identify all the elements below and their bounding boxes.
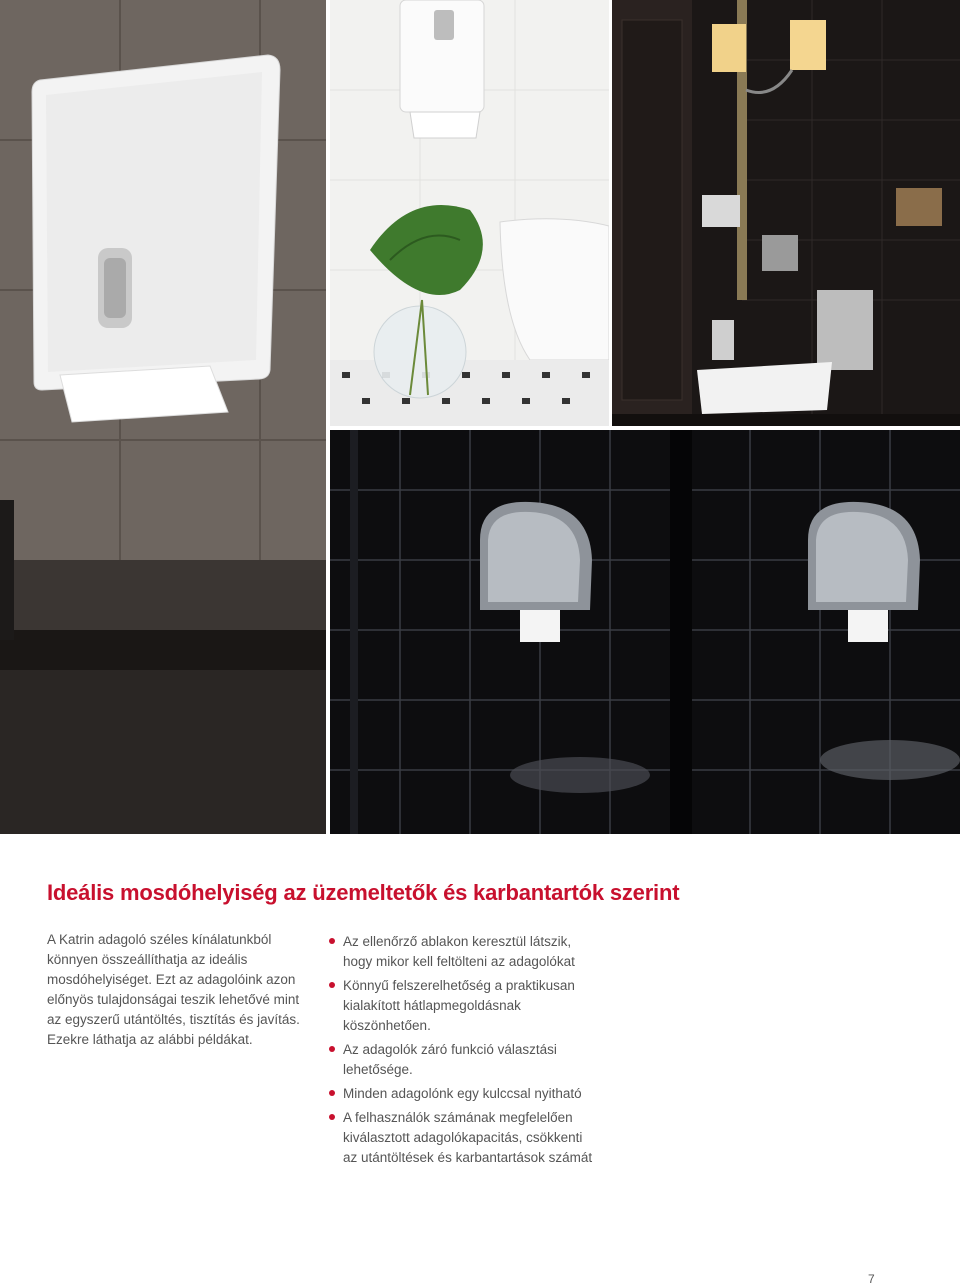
- page-title: Ideális mosdóhelyiség az üzemeltetők és karbantartók szerint: [47, 880, 680, 905]
- intro-paragraph: A Katrin adagoló széles kínálatunkból könnyen összeállíthatja az ideális mosdóhelyiséget. Ezt az adagolóink azon előnyös tulajdonságai teszik lehetővé mint az egyszerű utántöltés, tisztítás és javítás. Ezekre láthatja az alábbi példákat.: [47, 932, 300, 1047]
- bullet-dot-icon: [329, 982, 335, 988]
- bullet-dot-icon: [329, 1114, 335, 1120]
- bullet-dot-icon: [329, 938, 335, 944]
- list-item: Minden adagolónk egy kulccsal nyitható: [328, 1084, 598, 1104]
- photo-toilet-paper-dispensers: [330, 430, 960, 834]
- bullet-dot-icon: [329, 1090, 335, 1096]
- list-item: Könnyű felszerelhetőség a praktikusan kialakított hátlapmegoldásnak köszönhetően.: [328, 976, 598, 1036]
- photo-dark-bathroom: [612, 0, 960, 426]
- page-number: 7: [868, 1272, 875, 1286]
- feature-list: [328, 932, 598, 1172]
- list-item: A felhasználók számának megfelelően kiválasztott adagolókapacitás, csökkenti az utántöltések és karbantartások számát: [328, 1108, 598, 1168]
- list-item: Az adagolók záró funkció választási lehetősége.: [328, 1040, 598, 1080]
- bullet-dot-icon: [329, 1046, 335, 1052]
- photo-white-bathroom: [330, 0, 609, 426]
- list-item: Az ellenőrző ablakon keresztül látszik, hogy mikor kell feltölteni az adagolókat: [328, 932, 598, 972]
- photo-towel-dispenser: [0, 0, 326, 834]
